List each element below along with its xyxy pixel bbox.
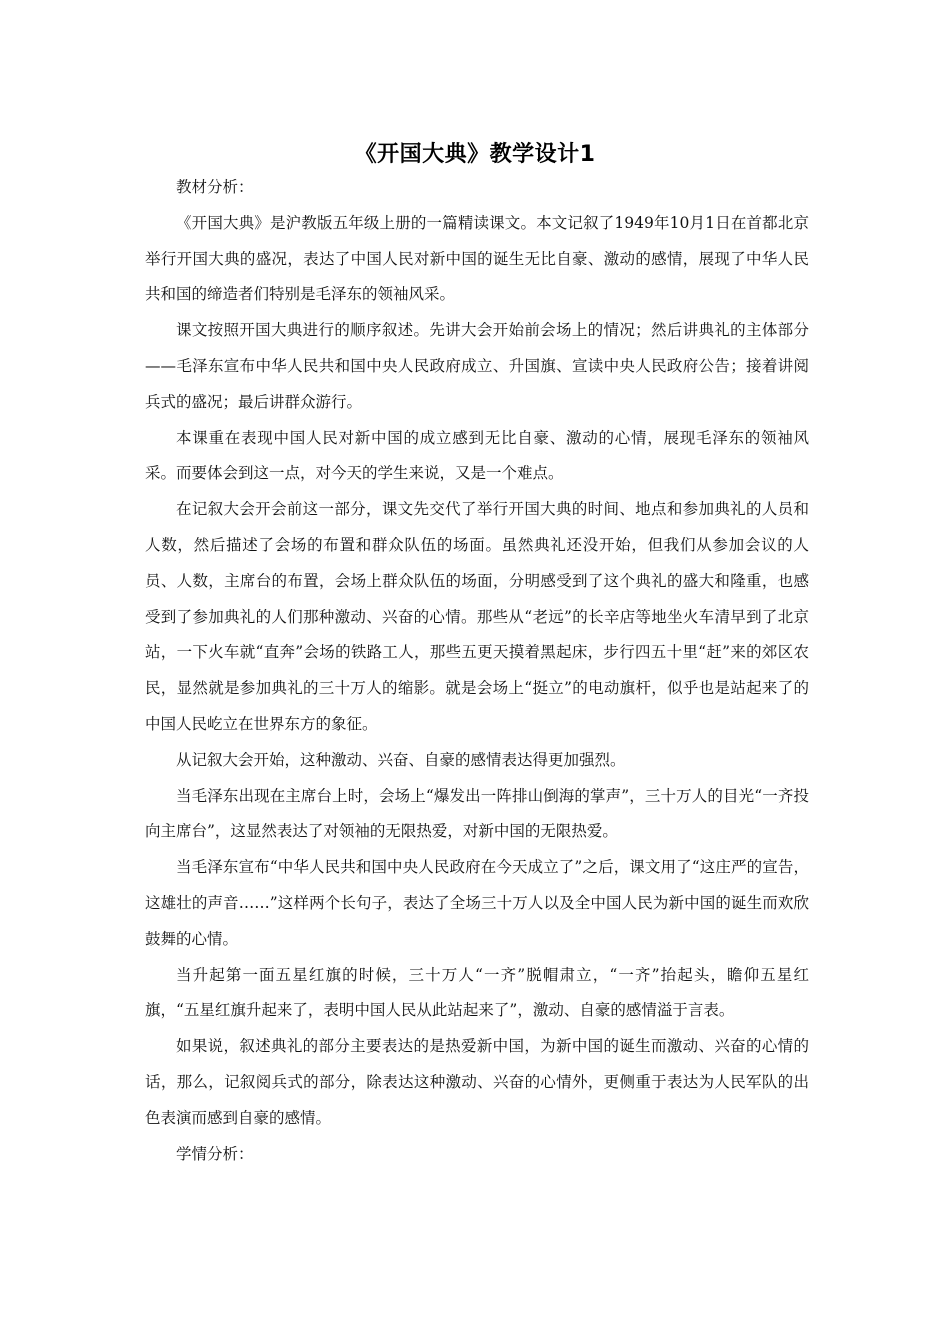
paragraph: 如果说，叙述典礼的部分主要表达的是热爱新中国，为新中国的诞生而激动、兴奋的心情的话，那么，记叙阅兵式的部分，除表达这种激动、兴奋的心情外，更侧重于表达为人民军队的出色表演而感到自豪的感情。 — [145, 1037, 809, 1127]
section-heading-textbook-analysis: 教材分析： — [176, 178, 254, 196]
paragraph: 在记叙大会开会前这一部分，课文先交代了举行开国大典的时间、地点和参加典礼的人员和人数，然后描述了会场的布置和群众队伍的场面。虽然典礼还没开始，但我们从参加会议的人员、人数，主席台的布置，会场上群众队伍的场面，分明感受到了这个典礼的盛大和隆重，也感受到了参加典礼的人们那种激动、兴奋的心情。那些从“老远”的长辛店等地坐火车清早到了北京站，一下火车就“直奔”会场的铁路工人，那些五更天摸着黑起床，步行四五十里“赶”来的郊区农民，显然就是参加典礼的三十万人的缩影。就是会场上“挺立”的电动旗杆，似乎也是站起来了的中国人民屹立在世界东方的象征。 — [145, 500, 809, 733]
paragraph: 从记叙大会开始，这种激动、兴奋、自豪的感情表达得更加强烈。 — [176, 750, 626, 769]
paragraph: 《开国大典》是沪教版五年级上册的一篇精读课文。本文记叙了1949年10月1日在首都北京举行开国大典的盛况，表达了中国人民对新中国的诞生无比自豪、激动的感情，展现了中华人民共和国的缔造者们特别是毛泽东的领袖风采。 — [145, 213, 809, 304]
paragraph: 当毛泽东宣布“中华人民共和国中央人民政府在今天成立了”之后，课文用了“这庄严的宣告，这雄壮的声音……”这样两个长句子，表达了全场三十万人以及全中国人民为新中国的诞生而欢欣鼓舞的心情。 — [145, 858, 809, 948]
section-heading-learner-analysis: 学情分析： — [176, 1144, 254, 1163]
paragraph: 课文按照开国大典进行的顺序叙述。先讲大会开始前会场上的情况；然后讲典礼的主体部分——毛泽东宣布中华人民共和国中央人民政府成立、升国旗、宣读中央人民政府公告；接着讲阅兵式的盛况；最后讲群众游行。 — [145, 321, 809, 411]
paragraph: 本课重在表现中国人民对新中国的成立感到无比自豪、激动的心情，展现毛泽东的领袖风采。而要体会到这一点，对今天的学生来说，又是一个难点。 — [145, 428, 809, 483]
paragraph: 当毛泽东出现在主席台上时，会场上“爆发出一阵排山倒海的掌声”，三十万人的目光“一齐投向主席台”，这显然表达了对领袖的无限热爱，对新中国的无限热爱。 — [145, 786, 809, 841]
document-body — [145, 170, 809, 1172]
document-title: 《开国大典》教学设计1 — [354, 141, 596, 167]
paragraph: 当升起第一面五星红旗的时候，三十万人“一齐”脱帽肃立，“一齐”抬起头，瞻仰五星红旗，“五星红旗升起来了，表明中国人民从此站起来了”，激动、自豪的感情溢于言表。 — [145, 965, 809, 1020]
